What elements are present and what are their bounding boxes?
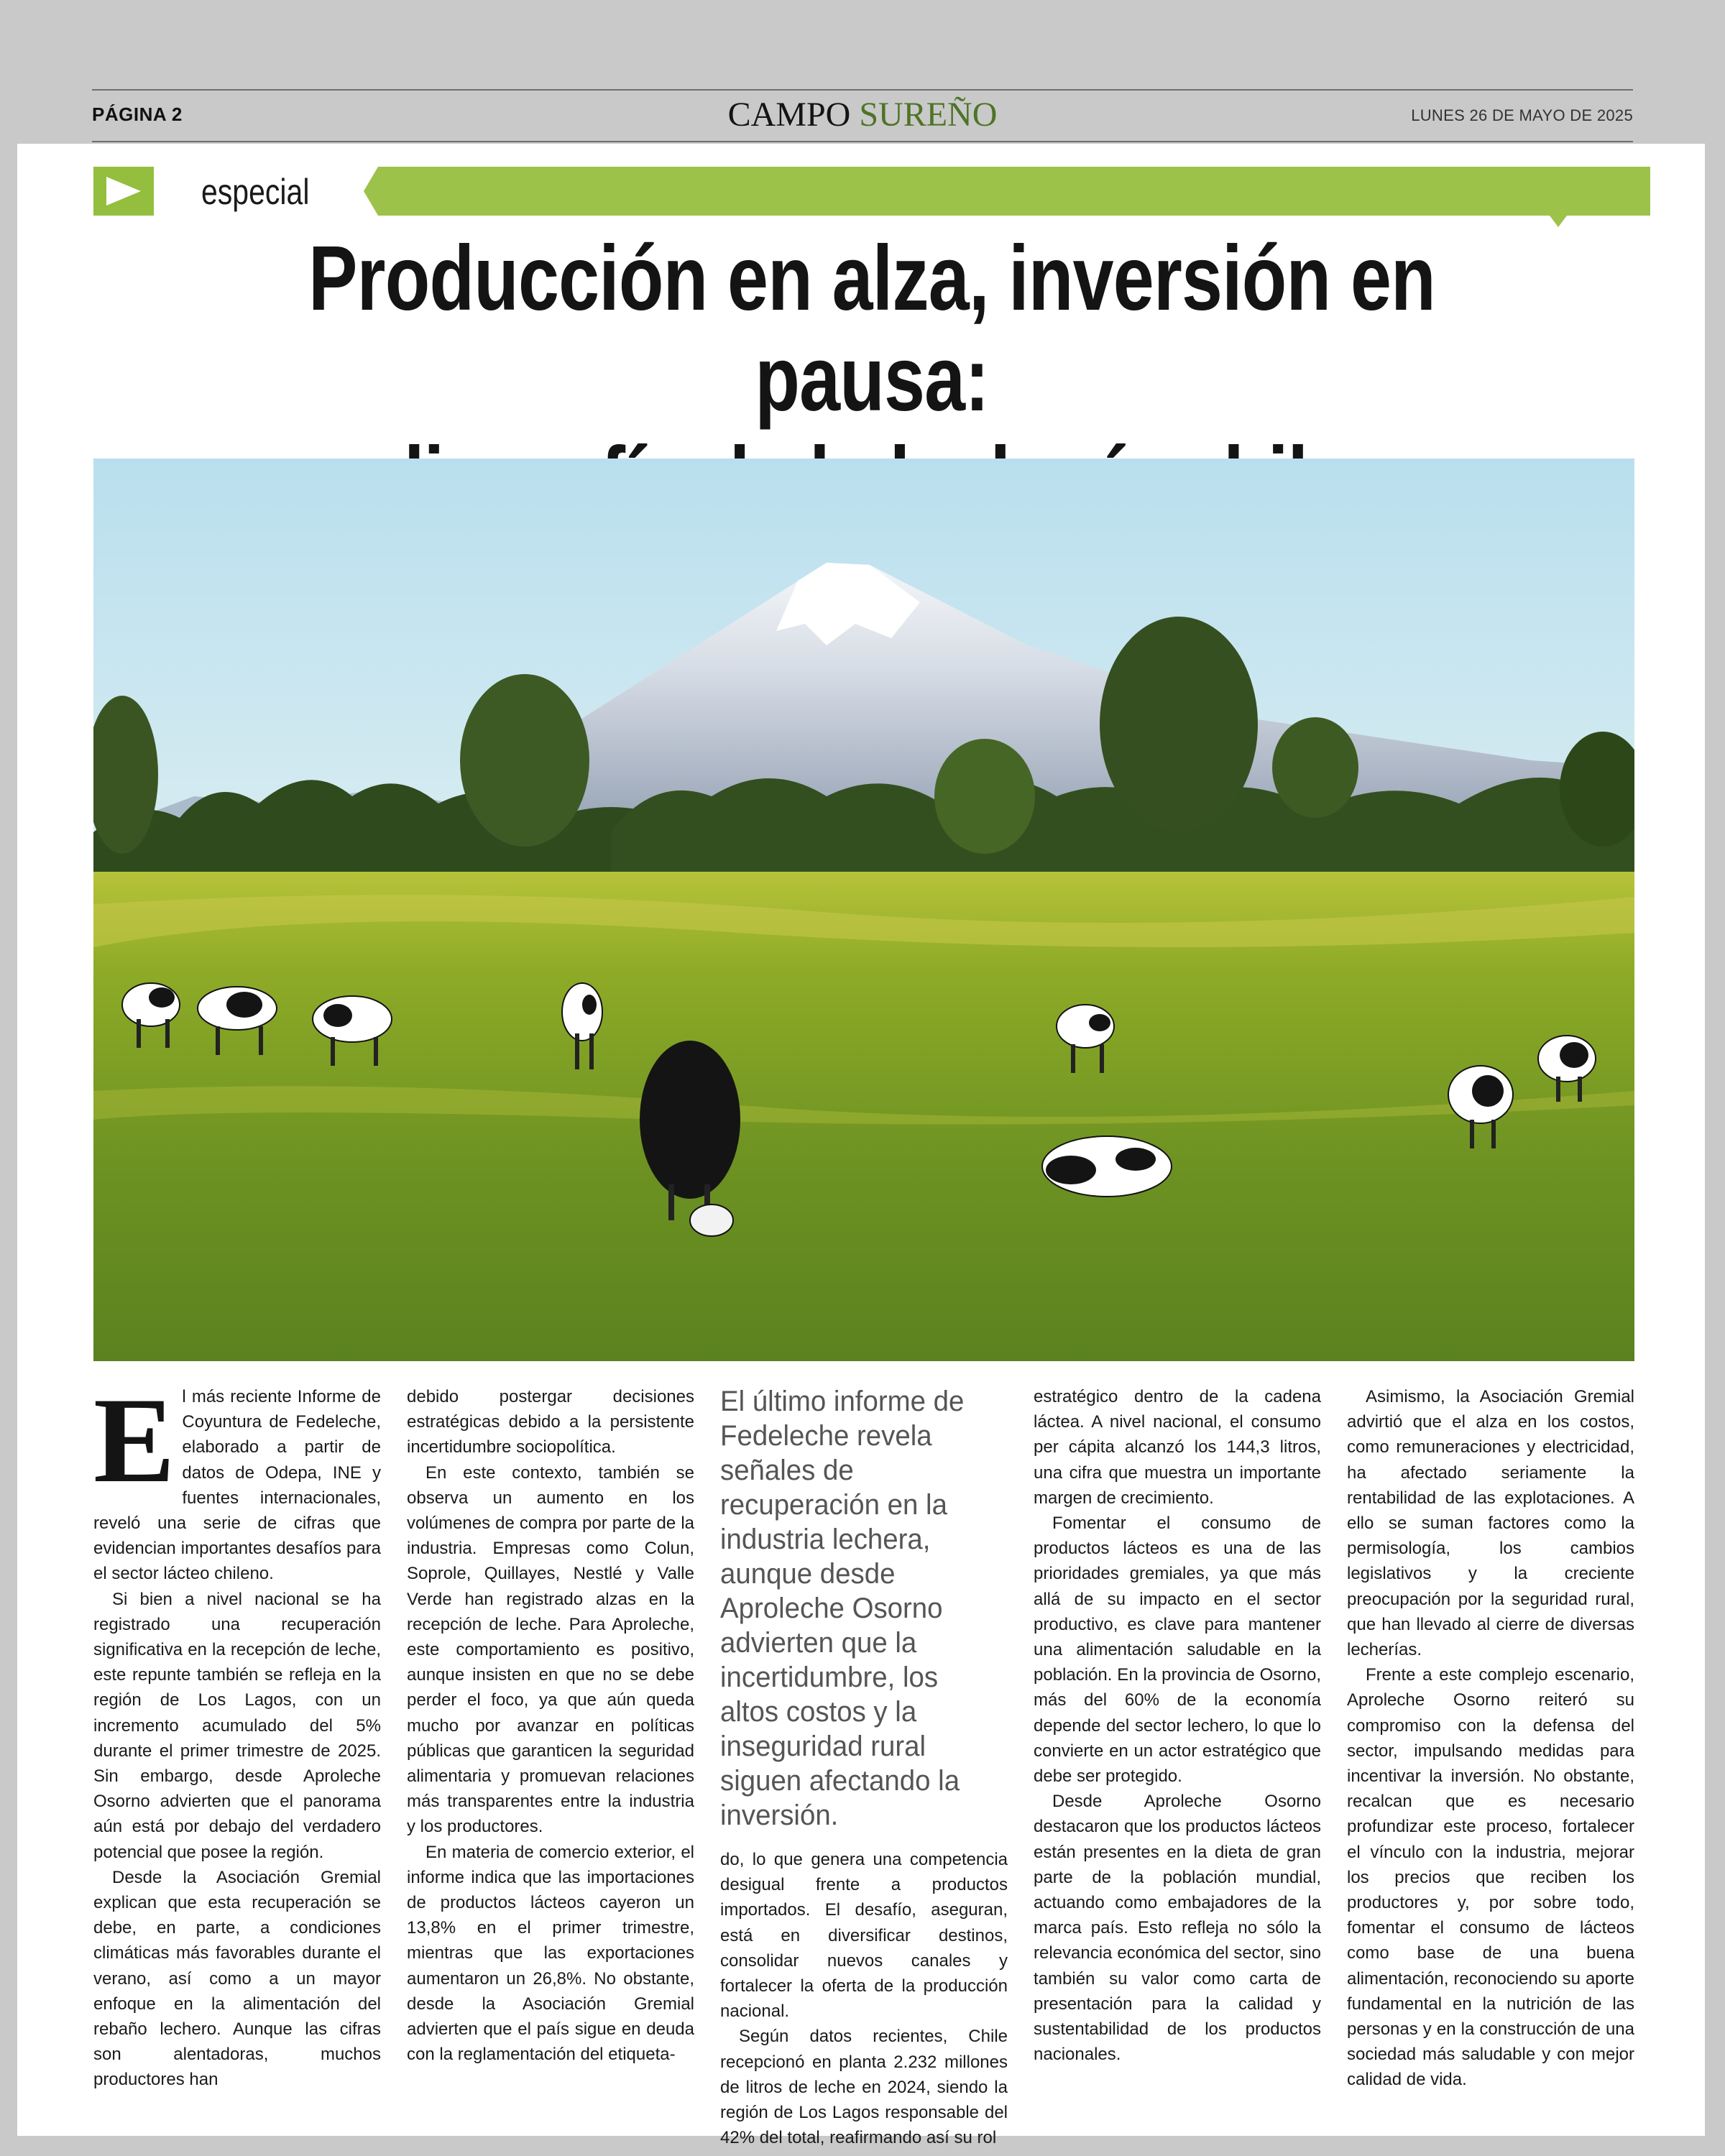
issue-date: LUNES 26 DE MAYO DE 2025	[1411, 106, 1633, 124]
article-column-5	[1347, 1384, 1634, 2093]
paragraph: En materia de comercio exterior, el informe indica que las importaciones de productos lácteos cayeron un 13,8% en el primer trimestre, mientras que las exportaciones aumentaron un 26,8%. No obstante, desde la Asociación Gremial advierten que el país sigue en deuda con la reglamentación del etiqueta-	[407, 1842, 694, 2065]
section-bar	[378, 167, 1650, 216]
paragraph: Asimismo, la Asociación Gremial advirtió que el alza en los costos, como remuneraciones y electricidad, ha afectado seriamente la rentabilidad de las explotaciones. A ello se suman factores como la permisología, los cambios legislativos y la creciente preocupación por la seguridad rural, que han llevado al cierre de diversas lecherías.	[1347, 1387, 1634, 1660]
paragraph: Frente a este complejo escenario, Aproleche Osorno reiteró su compromiso con la defensa del sector, impulsando medidas para incentivar la inversión. No obstante, recalcan que es necesario profundizar este proceso, fortalecer el vínculo con la industria, mejorar los precios que reciben los productores y, por sobre todo, fomentar el consumo de lácteos como base de una buena alimentación, reconociendo su aporte fundamental en la nutrición de las personas y en la construcción de una sociedad más saludable y con mejor calidad de vida.	[1347, 1665, 1634, 2090]
paragraph: estratégico dentro de la cadena láctea. A nivel nacional, el consumo per cápita alcanzó los 144,3 litros, una cifra que muestra un importante margen de crecimiento.	[1034, 1387, 1321, 1508]
newspaper-page	[17, 144, 1705, 2148]
article-body	[93, 1373, 1650, 2148]
paragraph: Si bien a nivel nacional se ha registrado una recuperación significativa en la recepción de leche, este repunte también se refleja en la región de Los Lagos, con un incremento acumulado del 5% durante el primer trimestre de 2025. Sin embargo, desde Aproleche Osorno advierten que el panorama aún está por debajo del verdadero potencial que posee la región.	[93, 1589, 381, 1862]
page-number: PÁGINA 2	[92, 103, 183, 125]
article-column-1	[93, 1373, 381, 2093]
play-arrow-icon	[104, 175, 144, 207]
drop-cap: E	[93, 1373, 175, 1508]
page-header	[92, 89, 1633, 142]
article-column-2	[407, 1384, 694, 2067]
paragraph: Fomentar el consumo de productos lácteos es una de las prioridades gremiales, ya que más allá de su impacto en el sector productivo, es clave para mantener una alimentación saludable en la población. En la provincia de Osorno, más del 60% de la economía depende del sector lechero, lo que lo convierte en un actor estratégico que debe ser protegido.	[1034, 1514, 1321, 1787]
paragraph: Desde la Asociación Gremial explican que esta recuperación se debe, en parte, a condiciones climáticas más favorables durante el verano, así como a un mayor enfoque en la alimentación del rebaño lechero. Aunque las cifras son alentadoras, muchos productores han	[93, 1867, 381, 2090]
paragraph: l más reciente Informe de Coyuntura de Fedeleche, elaborado a partir de datos de Odepa, INE y fuentes internacionales, reveló una serie de cifras que evidencian importantes desafíos para el sector lácteo chileno.	[93, 1387, 381, 1584]
article-column-4	[1034, 1384, 1321, 2067]
dairy-farm-photo	[93, 459, 1634, 1361]
paragraph: debido postergar decisiones estratégicas debido a la persistente incertidumbre sociopolítica.	[407, 1387, 694, 1457]
paragraph: do, lo que genera una competencia desigual frente a productos importados. El desafío, aseguran, está en diversificar destinos, consolidar nuevos canales y fortalecer la oferta de la producción nacional.	[720, 1850, 1008, 2022]
masthead-campo: CAMPO	[727, 96, 851, 134]
paragraph: En este contexto, también se observa un aumento en los volúmenes de compra por parte de la industria. Empresas como Colun, Soprole, Quillayes, Nestlé y Valle Verde han registrado alzas en la recepción de leche. Para Aproleche, este comportamiento es positivo, aunque insisten en que no se debe perder el foco, ya que aún queda mucho por avanzar en políticas públicas que garanticen la seguridad alimentaria y promuevan relaciones más transparentes entre la industria y los productores.	[407, 1462, 694, 1837]
section-label: especial	[201, 172, 310, 212]
section-arrow-box	[93, 167, 154, 216]
section-bar-tail	[1550, 216, 1567, 227]
paragraph: Según datos recientes, Chile recepcionó en planta 2.232 millones de litros de leche en 2024, siendo la región de Los Lagos responsable del 42% del total, reafirmando así su rol	[720, 2027, 1008, 2148]
article-column-3	[720, 1384, 1008, 2150]
masthead	[92, 95, 1633, 134]
masthead-sureno: SUREÑO	[859, 96, 998, 134]
section-band	[93, 167, 1650, 216]
headline-line-1: Producción en alza, inversión en pausa:	[308, 227, 1435, 430]
pull-quote: El último informe de Fedeleche revela señales de recuperación en la industria lechera, aunque desde Aproleche Osorno advierten que la incertidumbre, los altos costos y la inseguridad rural siguen afectando la inversión.	[720, 1386, 965, 1831]
paragraph: Desde Aproleche Osorno destacaron que los productos lácteos están presentes en la dieta de gran parte de la población mundial, actuando como embajadores de la marca país. Esto refleja no sólo la relevancia económica del sector, sino también su valor como carta de presentación para la calidad y sustentabilidad de los productos nacionales.	[1034, 1792, 1321, 2065]
